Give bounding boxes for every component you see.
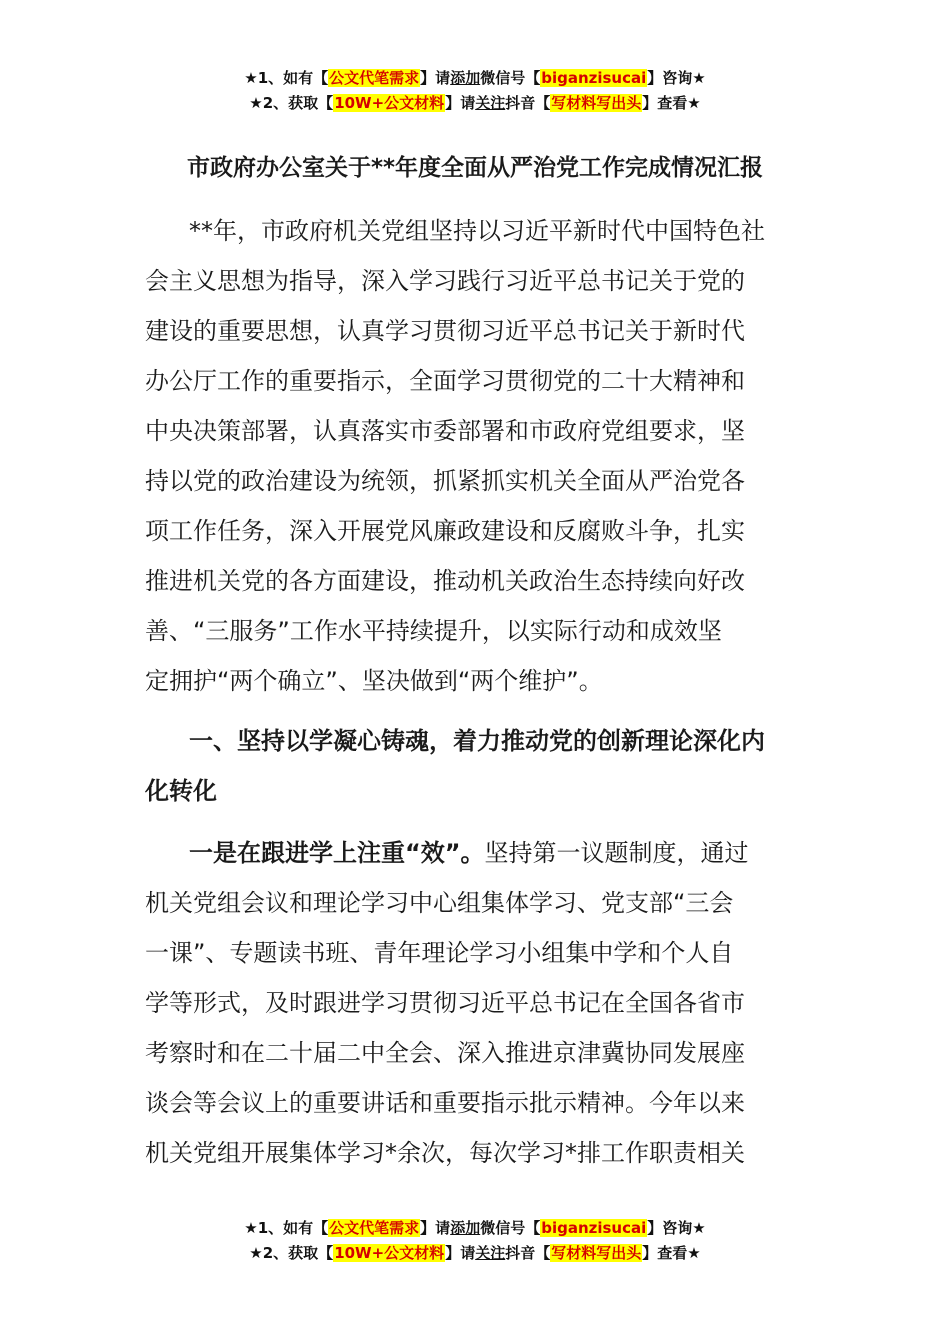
section-1-paragraph (145, 828, 807, 1178)
banner-text: 】请 (445, 1244, 476, 1262)
paragraph-line: 项工作任务，深入开展党风廉政建设和反腐败斗争，扎实 (145, 517, 745, 545)
paragraph-text: 坚持第一议题制度，通过 (484, 839, 749, 867)
highlight-wechat-id: biganzisucai (541, 1219, 647, 1237)
paragraph-line: 办公厅工作的重要指示，全面学习贯彻党的二十大精神和 (145, 367, 745, 395)
highlight-wechat-id: biganzisucai (541, 69, 647, 87)
banner-text: 微信号【 (480, 1219, 541, 1237)
banner-text: 微信号【 (480, 69, 541, 87)
heading-line: 化转化 (145, 777, 217, 805)
banner-line-2 (0, 91, 950, 116)
paragraph-line: 推进机关党的各方面建设，推动机关政治生态持续向好改 (145, 567, 745, 595)
banner-text: 】请 (420, 69, 451, 87)
banner-underlined: 关注 (475, 1244, 506, 1262)
paragraph-line: 善、“三服务”工作水平持续提升，以实际行动和成效坚 (145, 617, 722, 645)
paragraph-line: 考察时和在二十届二中全会、深入推进京津冀协同发展座 (145, 1039, 745, 1067)
highlight-service: 公文代笔需求 (329, 1219, 420, 1237)
banner-text: ★1、如有【 (244, 69, 329, 87)
paragraph-line (145, 828, 807, 878)
banner-line-1 (0, 1216, 950, 1241)
banner-underlined: 关注 (475, 94, 506, 112)
banner-text: ★1、如有【 (244, 1219, 329, 1237)
paragraph-line: 谈会等会议上的重要讲话和重要指示批示精神。今年以来 (145, 1089, 745, 1117)
paragraph-line: 学等形式，及时跟进学习贯彻习近平总书记在全国各省市 (145, 989, 745, 1017)
highlight-materials: 10W+公文材料 (334, 1244, 445, 1262)
banner-underlined: 添加 (450, 69, 481, 87)
banner-text: 】咨询★ (647, 69, 706, 87)
banner-underlined: 添加 (450, 1219, 481, 1237)
intro-paragraph (145, 206, 807, 706)
highlight-materials: 10W+公文材料 (334, 94, 445, 112)
banner-line-1 (0, 66, 950, 91)
paragraph-line: 中央决策部署，认真落实市委部署和市政府党组要求，坚 (145, 417, 745, 445)
banner-line-2 (0, 1241, 950, 1266)
paragraph-line: 机关党组开展集体学习*余次，每次学习*排工作职责相关 (145, 1139, 745, 1167)
paragraph-line: 会主义思想为指导，深入学习践行习近平总书记关于党的 (145, 267, 745, 295)
banner-text: ★2、获取【 (249, 1244, 334, 1262)
banner-text: 】查看★ (642, 1244, 701, 1262)
paragraph-line: 建设的重要思想，认真学习贯彻习近平总书记关于新时代 (145, 317, 745, 345)
paragraph-line: 一课”、专题读书班、青年理论学习小组集中学和个人自 (145, 939, 734, 967)
top-banner (0, 66, 950, 116)
bottom-banner (0, 1216, 950, 1266)
banner-text: 】查看★ (642, 94, 701, 112)
highlight-douyin-account: 写材料写出头 (551, 94, 642, 112)
highlight-douyin-account: 写材料写出头 (551, 1244, 642, 1262)
heading-line: 一、坚持以学凝心铸魂，着力推动党的创新理论深化内 (189, 727, 765, 755)
paragraph-line: 定拥护“两个确立”、坚决做到“两个维护”。 (145, 667, 603, 695)
banner-text: 】请 (445, 94, 476, 112)
paragraph-line: 持以党的政治建设为统领，抓紧抓实机关全面从严治党各 (145, 467, 745, 495)
paragraph-lead: 一是在跟进学上注重“效”。 (189, 839, 485, 867)
banner-text: ★2、获取【 (249, 94, 334, 112)
banner-text: 抖音【 (505, 1244, 551, 1262)
banner-text: 抖音【 (505, 94, 551, 112)
banner-text: 】咨询★ (647, 1219, 706, 1237)
highlight-service: 公文代笔需求 (329, 69, 420, 87)
document-title: 市政府办公室关于**年度全面从严治党工作完成情况汇报 (186, 155, 764, 181)
banner-text: 】请 (420, 1219, 451, 1237)
section-heading-1 (145, 716, 807, 816)
paragraph-line: **年，市政府机关党组坚持以习近平新时代中国特色社 (189, 217, 765, 245)
paragraph-line: 机关党组会议和理论学习中心组集体学习、党支部“三会 (145, 889, 734, 917)
